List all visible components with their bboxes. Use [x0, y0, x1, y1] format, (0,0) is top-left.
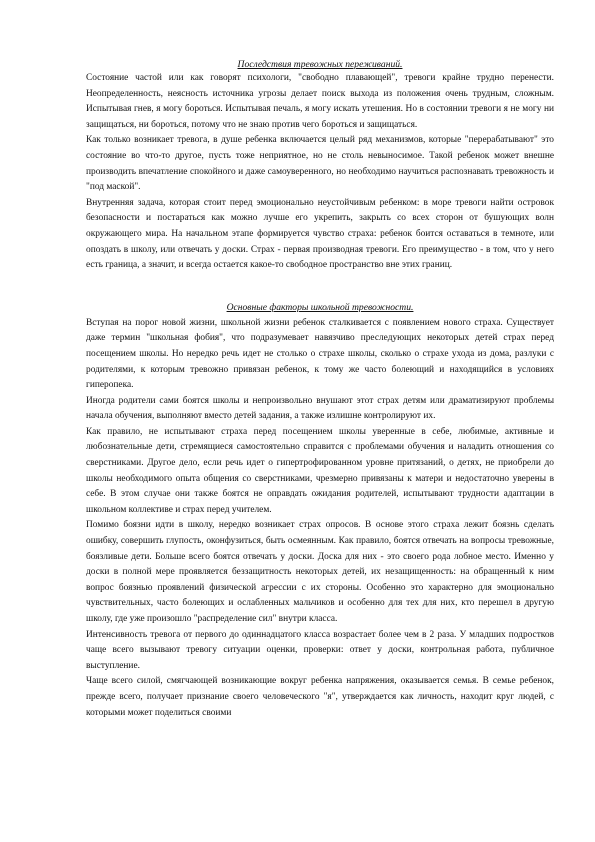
section-1-paragraph-3: Внутренняя задача, которая стоит перед эмоционально неустойчивым ребенком: в море тревоги найти островок безопасности и постараться как можно лучше его укрепить, закрыть со всех сторон от бушующих волн окружающего мира. На начальном этапе формируется чувство страха: ребенок боится оставаться в темноте, или опоздать в школу, или отвечать у доски. Страх - первая производная тревоги. Его преимущество - в том, что у него есть граница, а значит, и всегда остается какое-то свободное пространство вне этих границ. — [86, 197, 554, 271]
section-spacer — [86, 274, 554, 301]
section-2-paragraph-3: Как правило, не испытывают страха перед посещением школы уверенные в себе, любимые, активные и любознательные дети, стремящиеся самостоятельно справится с проблемами обучения и наладить отношения со сверстниками. Другое дело, если речь идет о гипертрофированном уровне притязаний, о детях, не приобрели до школы необходимого опыта общения со сверстниками, чрезмерно привязаны к матери и недостаточно уверены в себе. В этом случае они также боятся не оправдать ожидания родителей, испытывают трудности адаптации в школьном коллективе и страх перед учителем. — [86, 426, 554, 515]
section-2-paragraph-5: Интенсивность тревога от первого до одиннадцатого класса возрастает более чем в 2 раза. У младших подростков чаще всего вызывают тревогу ситуации оценки, проверки: ответ у доски, контрольная работа, публичное выступление. — [86, 629, 554, 671]
section-1-paragraph-1: Состояние частой или как говорят психологи, "свободно плавающей", тревоги крайне трудно перенести. Неопределенность, неясность источника угрозы делает поиск выхода из положения очень трудным, сложным. Испытывая гнев, я могу бороться. Испытывая печаль, я могу искать утешения. Но в состоянии тревоги я не могу ни защищаться, ни бороться, потому что не знаю против чего бороться и защищаться. — [86, 73, 554, 130]
section-2-paragraph-1: Вступая на порог новой жизни, школьной жизни ребенок сталкивается с появлением нового страха. Существует даже термин "школьная фобия", что подразумевает навязчиво преследующих некоторых детей страх перед посещением школы. Но нередко речь идет не столько о страхе школы, сколько о страхе ухода из дома, разлуки с родителями, к которым тревожно привязан ребенок, к тому же часто болеющий и находящийся в условиях гиперопека. — [86, 317, 554, 391]
section-2-paragraph-2: Иногда родители сами боятся школы и непроизвольно внушают этот страх детям или драматизируют проблемы начала обучения, выполняют вместо детей задания, а также излишне контролируют их. — [86, 395, 554, 422]
section-2-title: Основные факторы школьной тревожности. — [226, 301, 414, 313]
section-1-paragraph-2: Как только возникает тревога, в душе ребенка включается целый ряд механизмов, которые "перерабатывают" это состояние во что-то другое, пусть тоже неприятное, но не столь невыносимое. Такой ребенок может внешне производить впечатление спокойного и даже самоуверенного, но необходимо научиться распознавать тревожность и "под маской". — [86, 135, 554, 193]
section-2-paragraph-4: Помимо боязни идти в школу, нередко возникает страх опросов. В основе этого страха лежит боязнь сделать ошибку, совершить глупость, оконфузиться, быть осмеянным. Как правило, боятся отвечать на вопросы тревожные, боязливые дети. Больше всего боятся отвечать у доски. Доска для них - это своего рода лобное место. Именно у доски в полной мере проявляется беззащитность некоторых детей, их незащищенность: на обращенный к ним вопрос боязнью проявлений физической агрессии с их стороны. Особенно это характерно для эмоционально чувствительных, часто болеющих и ослабленных мальчиков и особенно для тех для них, кто перешел в другую школу, где уже произошло "распределение сил" внутри класса. — [86, 520, 554, 624]
section-1-title: Последствия тревожных переживаний. — [237, 59, 403, 70]
document-page — [86, 58, 554, 721]
section-2-paragraph-6: Чаще всего силой, смягчающей возникающие вокруг ребенка напряжения, оказывается семья. В семье ребенок, прежде всего, получает признание своего человеческого "я", утверждается как личность, находит круг людей, с которыми может поделиться своими — [86, 676, 554, 718]
